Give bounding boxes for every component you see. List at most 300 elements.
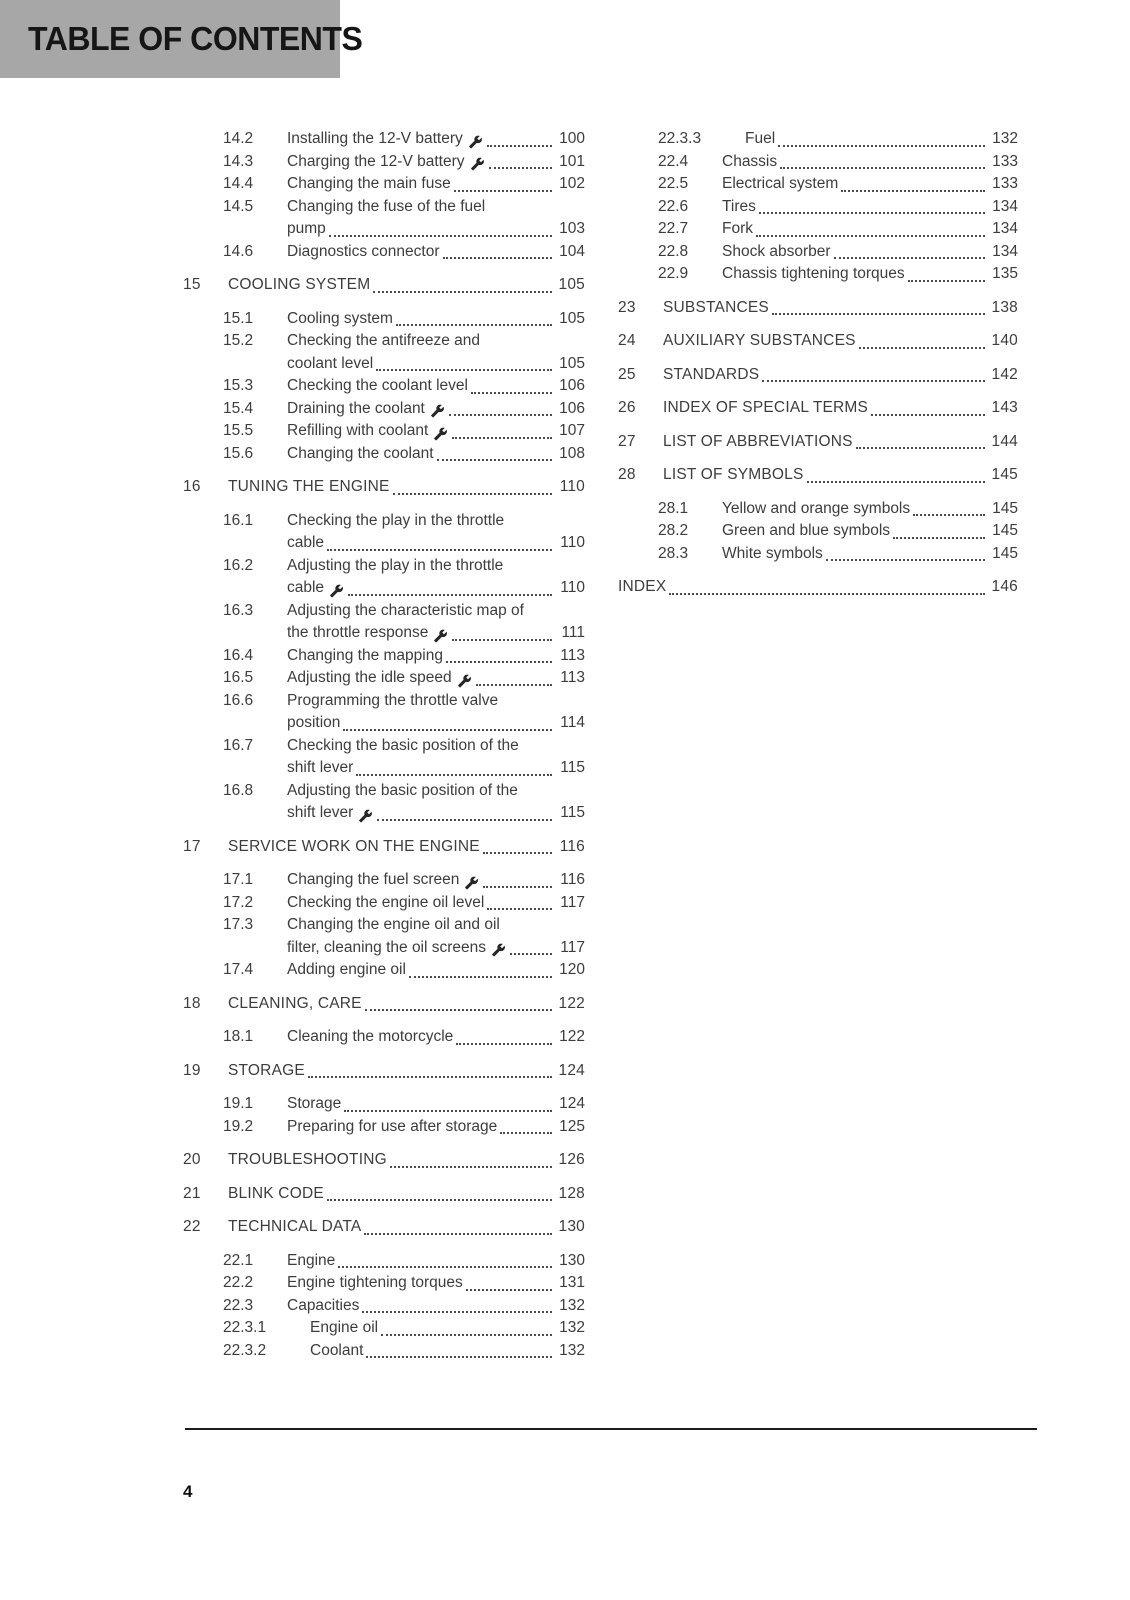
toc-entry-page: 135 — [992, 265, 1018, 282]
toc-entry-title: Fuel — [745, 130, 776, 147]
toc-entry-last-line — [287, 128, 585, 151]
toc-entry-last-line — [287, 1116, 585, 1139]
toc-entry-number: 15.1 — [223, 309, 254, 327]
toc-entry-body — [287, 173, 585, 196]
toc-entry-title: Draining the coolant — [287, 399, 425, 417]
toc-entry-body — [287, 1026, 585, 1049]
toc-entry-number: 18 — [183, 994, 201, 1012]
toc-entry — [183, 869, 585, 892]
toc-entry-title: SERVICE WORK ON THE ENGINE — [228, 837, 480, 855]
toc-entry-last-line — [663, 464, 1018, 487]
dot-leader — [329, 235, 552, 237]
toc-entry-page: 106 — [559, 377, 585, 394]
dot-leader — [364, 1233, 552, 1235]
toc-entry — [618, 498, 1018, 521]
toc-entry — [183, 1116, 585, 1139]
toc-entry-body — [287, 398, 585, 421]
toc-entry — [183, 1183, 585, 1206]
dot-leader — [913, 514, 985, 516]
page-header-band — [0, 0, 363, 78]
dot-leader — [344, 1110, 552, 1112]
toc-entry-body — [287, 196, 585, 241]
toc-entry-number: 17.3 — [223, 916, 254, 933]
toc-entry — [183, 959, 585, 982]
toc-entry-page: 128 — [558, 1184, 585, 1202]
toc-entry-last-line — [287, 532, 585, 555]
dot-leader — [396, 324, 552, 326]
toc-entry-number: 28 — [618, 466, 636, 483]
toc-entry-last-line — [228, 476, 585, 499]
toc-entry-title: Tires — [722, 197, 756, 215]
toc-entry-page: 140 — [991, 332, 1018, 349]
toc-entry-page: 110 — [560, 534, 585, 551]
toc-entry-body — [228, 1060, 585, 1083]
toc-entry-title: TECHNICAL DATA — [228, 1218, 362, 1235]
toc-entry-body — [228, 1216, 585, 1239]
toc-entry-page: 134 — [992, 242, 1018, 260]
toc-entry-page: 105 — [559, 354, 585, 372]
dot-leader — [366, 1356, 552, 1358]
toc-entry-last-line — [287, 622, 585, 645]
toc-entry-body — [287, 420, 585, 443]
toc-entry-body — [663, 364, 1018, 387]
toc-entry-number: 25 — [618, 365, 636, 383]
toc-entry-last-line — [663, 397, 1018, 420]
toc-entry-number: 17.4 — [223, 961, 254, 978]
dot-leader — [449, 414, 552, 416]
toc-entry-title: CLEANING, CARE — [228, 994, 362, 1012]
toc-entry — [183, 128, 585, 151]
toc-entry — [183, 892, 585, 915]
toc-entry-title: STANDARDS — [663, 365, 760, 383]
toc-entry-title: SUBSTANCES — [663, 298, 769, 316]
page-title: TABLE OF CONTENTS — [28, 20, 363, 57]
toc-entry-body — [310, 1317, 585, 1340]
toc-entry-body — [287, 443, 585, 466]
toc-entry-page: 113 — [560, 669, 585, 686]
toc-entry-last-line — [663, 297, 1018, 320]
toc-entry — [618, 364, 1018, 387]
toc-entry-page: 144 — [991, 432, 1018, 450]
toc-entry-last-line — [287, 151, 585, 174]
toc-entry-body — [287, 780, 585, 825]
toc-entry-title: cable — [287, 579, 325, 596]
toc-entry-title: INDEX — [618, 578, 667, 595]
toc-entry-page: 111 — [561, 624, 585, 641]
toc-entry-body — [287, 128, 585, 151]
toc-entry-title: Shock absorber — [722, 242, 831, 260]
toc-entry-body — [287, 600, 585, 645]
toc-entry-title-line: Checking the basic position of the — [287, 736, 519, 754]
dot-leader — [376, 369, 552, 371]
toc-entry-number: 14.6 — [223, 242, 254, 260]
toc-entry-number: 19 — [183, 1061, 201, 1079]
toc-entry-page: 101 — [559, 152, 585, 170]
dot-leader — [489, 167, 553, 169]
toc-entry — [183, 1317, 585, 1340]
toc-entry-last-line — [287, 892, 585, 915]
toc-entry — [618, 543, 1018, 566]
toc-entry-page: 145 — [992, 544, 1018, 562]
toc-entry-title: Checking the engine oil level — [287, 893, 485, 911]
toc-entry-title: Engine oil — [310, 1319, 379, 1336]
toc-entry-page: 114 — [560, 714, 585, 731]
dot-leader — [669, 593, 985, 595]
toc-entry-body — [287, 1295, 585, 1318]
toc-entry-body — [663, 330, 1018, 353]
toc-entry — [183, 600, 585, 645]
toc-entry-page: 115 — [560, 759, 585, 776]
toc-entry-page: 120 — [559, 961, 585, 978]
toc-entry-last-line — [663, 431, 1018, 454]
toc-entry-body — [722, 196, 1018, 219]
toc-entry-number: 28.3 — [658, 544, 689, 562]
dot-leader — [356, 774, 552, 776]
toc-entry — [618, 241, 1018, 264]
toc-entry-title: BLINK CODE — [228, 1184, 324, 1202]
toc-entry-title: Charging the 12-V battery — [287, 152, 465, 170]
dot-leader — [908, 280, 985, 282]
toc-entry-page: 134 — [992, 197, 1018, 215]
toc-entry-last-line — [287, 420, 585, 443]
toc-entry-title-line: Changing the fuse of the fuel — [287, 197, 486, 215]
toc-entry-last-line — [663, 364, 1018, 387]
wrench-icon — [468, 135, 483, 149]
toc-entry — [183, 1149, 585, 1172]
toc-entry-number: 22.3 — [223, 1296, 254, 1314]
toc-entry-page: 116 — [560, 871, 585, 888]
dot-leader — [343, 729, 552, 731]
toc-entry-title: Changing the mapping — [287, 646, 443, 664]
toc-entry-title-line: Checking the play in the throttle — [287, 511, 505, 529]
toc-entry-page: 133 — [992, 175, 1018, 192]
toc-entry-number: 16 — [183, 478, 201, 495]
toc-entry-page: 122 — [558, 994, 585, 1012]
dot-leader — [327, 1199, 552, 1201]
toc-entry — [183, 555, 585, 600]
toc-entry — [183, 1093, 585, 1116]
toc-entry-title: Refilling with coolant — [287, 422, 429, 439]
toc-entry-number: 28.2 — [658, 522, 689, 539]
toc-entry-title: TROUBLESHOOTING — [228, 1151, 387, 1168]
toc-entry-number: 17.2 — [223, 893, 254, 911]
toc-entry-title-line: Adjusting the basic position of the — [287, 781, 518, 799]
toc-entry-body — [287, 308, 585, 331]
toc-entry-page: 132 — [559, 1319, 585, 1336]
toc-entry-last-line — [287, 218, 585, 241]
toc-entry-last-line — [287, 1272, 585, 1295]
dot-leader — [454, 190, 552, 192]
toc-entry — [183, 241, 585, 264]
toc-entry-number: 22.4 — [658, 152, 689, 170]
toc-entry-title: COOLING SYSTEM — [228, 276, 371, 293]
toc-entry-title: shift lever — [287, 804, 354, 821]
toc-entry-body — [722, 151, 1018, 174]
toc-entry-number: 22.1 — [223, 1251, 254, 1269]
dot-leader — [756, 235, 985, 237]
dot-leader — [487, 908, 552, 910]
toc-entry-page: 131 — [559, 1274, 585, 1291]
toc-entry-number: 22.2 — [223, 1274, 254, 1291]
dot-leader — [759, 212, 985, 214]
toc-entry-number: 22.3.2 — [223, 1341, 267, 1359]
toc-entry-page: 115 — [560, 804, 585, 821]
dot-leader — [348, 594, 552, 596]
dot-leader — [362, 1311, 552, 1313]
toc-entry-page: 100 — [559, 130, 585, 147]
toc-entry-page: 102 — [559, 175, 585, 192]
toc-entry-last-line — [722, 196, 1018, 219]
toc-entry-number: 19.2 — [223, 1117, 254, 1135]
toc-entry-last-line — [287, 667, 585, 690]
toc-entry-last-line — [287, 375, 585, 398]
toc-entry-last-line — [287, 645, 585, 668]
toc-entry-number: 15.4 — [223, 399, 254, 417]
wrench-icon — [470, 157, 485, 171]
toc-entry-body — [663, 431, 1018, 454]
toc-entry-page: 145 — [992, 522, 1018, 539]
toc-entry-last-line — [287, 398, 585, 421]
toc-entry — [183, 1272, 585, 1295]
toc-entry-last-line — [287, 1250, 585, 1273]
toc-column — [183, 128, 585, 1362]
toc-entry — [183, 690, 585, 735]
dot-leader — [471, 392, 552, 394]
toc-entry-number: 14.4 — [223, 175, 254, 192]
dot-leader — [476, 684, 552, 686]
toc-entry-number: 28.1 — [658, 499, 689, 517]
toc-entry — [183, 476, 585, 499]
toc-entry — [618, 576, 1018, 599]
dot-leader — [446, 661, 552, 663]
dot-leader — [373, 291, 552, 293]
toc-entry-last-line — [722, 543, 1018, 566]
toc-column — [618, 128, 1018, 1362]
toc-entry — [183, 274, 585, 297]
toc-entry-title: Chassis tightening torques — [722, 265, 905, 282]
wrench-icon — [358, 809, 373, 823]
toc-entry-number: 22.8 — [658, 242, 689, 260]
dot-leader — [780, 167, 985, 169]
toc-entry-title-line: Checking the antifreeze and — [287, 332, 481, 349]
dot-leader — [893, 537, 985, 539]
toc-entry-title: shift lever — [287, 759, 354, 776]
toc-entry-number: 22.3.1 — [223, 1319, 267, 1336]
toc-entry-title: position — [287, 714, 341, 731]
dot-leader — [826, 559, 985, 561]
toc-entry-title: coolant level — [287, 354, 374, 372]
toc-entry-number: 16.3 — [223, 601, 254, 619]
toc-entry-title: LIST OF ABBREVIATIONS — [663, 432, 853, 450]
toc-entry-body — [287, 510, 585, 555]
toc-entry-number: 23 — [618, 298, 636, 316]
toc-entry-body — [310, 1340, 585, 1363]
toc-entry-last-line — [618, 576, 1018, 599]
dot-leader — [483, 886, 552, 888]
toc-entry-title: Coolant — [310, 1341, 364, 1359]
toc-entry-number: 22.6 — [658, 197, 689, 215]
toc-entry-number: 16.2 — [223, 556, 254, 574]
toc-entry-body — [228, 993, 585, 1016]
toc-entry-body — [722, 263, 1018, 286]
toc-entry-title: INDEX OF SPECIAL TERMS — [663, 399, 869, 416]
toc-entry-body — [618, 576, 1018, 599]
toc-entry — [618, 297, 1018, 320]
toc-entry-number: 20 — [183, 1151, 201, 1168]
toc-entry-last-line — [745, 128, 1018, 151]
toc-entry-last-line — [722, 218, 1018, 241]
toc-entry — [183, 443, 585, 466]
toc-entry-title: LIST OF SYMBOLS — [663, 466, 804, 483]
page-number: 4 — [183, 1482, 193, 1501]
toc-entry-page: 117 — [560, 938, 585, 956]
toc-entry — [183, 398, 585, 421]
toc-entry-last-line — [287, 712, 585, 735]
toc-entry-body — [228, 476, 585, 499]
toc-entry-body — [228, 274, 585, 297]
dot-leader — [452, 639, 552, 641]
toc-entry — [618, 520, 1018, 543]
toc-entry-number: 15.5 — [223, 422, 254, 439]
toc-entry-title: Adjusting the idle speed — [287, 669, 452, 686]
toc-entry-number: 16.8 — [223, 781, 254, 799]
toc-entry — [183, 914, 585, 959]
toc-entry-page: 103 — [559, 220, 585, 237]
toc-entry-number: 15.3 — [223, 377, 254, 394]
toc-entry-page: 132 — [559, 1341, 585, 1359]
toc-entry-page: 124 — [559, 1095, 585, 1112]
toc-entry-last-line — [722, 263, 1018, 286]
toc-entry-body — [287, 151, 585, 174]
toc-entry-title: Cooling system — [287, 309, 393, 327]
toc-entry-body — [287, 555, 585, 600]
toc-entry-title: Changing the main fuse — [287, 175, 451, 192]
toc-entry — [183, 375, 585, 398]
toc-entry-last-line — [722, 241, 1018, 264]
dot-leader — [856, 447, 985, 449]
dot-leader — [762, 380, 985, 382]
toc-entry-body — [722, 241, 1018, 264]
toc-entry-last-line — [287, 959, 585, 982]
toc-columns — [183, 128, 1018, 1362]
toc-entry — [618, 218, 1018, 241]
toc-entry-number: 22.5 — [658, 175, 689, 192]
toc-entry-title-line: Changing the engine oil and oil — [287, 916, 500, 933]
toc-entry — [183, 196, 585, 241]
toc-entry — [183, 1216, 585, 1239]
toc-entry-page: 146 — [991, 578, 1018, 595]
toc-entry-page: 143 — [991, 399, 1018, 416]
toc-entry-page: 145 — [992, 499, 1018, 517]
toc-entry-last-line — [287, 1093, 585, 1116]
toc-entry-last-line — [722, 173, 1018, 196]
toc-entry-body — [287, 892, 585, 915]
dot-leader — [437, 459, 552, 461]
toc-entry-page: 145 — [991, 466, 1018, 483]
toc-entry-title: Installing the 12-V battery — [287, 130, 463, 147]
toc-entry-last-line — [310, 1340, 585, 1363]
toc-entry-page: 106 — [559, 399, 585, 417]
dot-leader — [381, 1334, 552, 1336]
toc-entry-title: Engine — [287, 1251, 336, 1269]
toc-entry-body — [287, 914, 585, 959]
toc-entry-body — [722, 218, 1018, 241]
dot-leader — [365, 1009, 552, 1011]
toc-entry — [618, 151, 1018, 174]
toc-entry-last-line — [287, 173, 585, 196]
toc-entry — [183, 151, 585, 174]
toc-entry-last-line — [310, 1317, 585, 1340]
toc-entry-body — [287, 1250, 585, 1273]
toc-entry-body — [287, 735, 585, 780]
toc-entry-body — [722, 520, 1018, 543]
toc-entry-last-line — [663, 330, 1018, 353]
toc-entry-title: Storage — [287, 1095, 342, 1112]
toc-entry-page: 124 — [558, 1061, 585, 1079]
wrench-icon — [464, 876, 479, 890]
toc-entry — [183, 645, 585, 668]
toc-entry-number: 15.6 — [223, 444, 254, 462]
toc-entry — [183, 510, 585, 555]
toc-entry-title: Capacities — [287, 1296, 360, 1314]
toc-entry-body — [663, 464, 1018, 487]
toc-entry-title: AUXILIARY SUBSTANCES — [663, 332, 856, 349]
wrench-icon — [329, 584, 344, 598]
dot-leader — [510, 953, 552, 955]
toc-entry — [183, 780, 585, 825]
toc-entry — [618, 431, 1018, 454]
toc-entry-body — [745, 128, 1018, 151]
toc-entry-page: 132 — [992, 130, 1018, 147]
toc-entry-number: 22.9 — [658, 265, 689, 282]
wrench-icon — [430, 404, 445, 418]
toc-entry-last-line — [228, 993, 585, 1016]
toc-entry — [618, 196, 1018, 219]
toc-entry-last-line — [722, 498, 1018, 521]
toc-entry — [183, 1026, 585, 1049]
dot-leader — [778, 145, 985, 147]
dot-leader — [859, 347, 985, 349]
dot-leader — [409, 976, 552, 978]
toc-entry-number: 15 — [183, 276, 201, 293]
toc-entry — [618, 397, 1018, 420]
dot-leader — [841, 190, 985, 192]
dot-leader — [807, 481, 985, 483]
toc-entry-page: 108 — [559, 444, 585, 462]
toc-entry-last-line — [287, 1026, 585, 1049]
toc-entry-title: Changing the fuel screen — [287, 871, 460, 888]
toc-entry-title: the throttle response — [287, 624, 429, 641]
toc-entry — [618, 330, 1018, 353]
dot-leader — [466, 1289, 552, 1291]
dot-leader — [390, 1166, 552, 1168]
toc-entry-number: 22 — [183, 1218, 201, 1235]
toc-entry-page: 105 — [559, 309, 585, 327]
toc-entry-number: 16.4 — [223, 646, 254, 664]
toc-entry-page: 142 — [991, 365, 1018, 383]
dot-leader — [500, 1132, 552, 1134]
toc-entry-page: 133 — [992, 152, 1018, 170]
toc-entry-title: Preparing for use after storage — [287, 1117, 498, 1135]
toc-entry-number: 17.1 — [223, 871, 254, 888]
toc-entry-last-line — [287, 757, 585, 780]
toc-entry-body — [722, 498, 1018, 521]
toc-entry-title: Fork — [722, 220, 753, 237]
toc-entry-number: 18.1 — [223, 1028, 254, 1045]
toc-entry-number: 21 — [183, 1184, 201, 1202]
wrench-icon — [457, 674, 472, 688]
dot-leader — [377, 819, 552, 821]
